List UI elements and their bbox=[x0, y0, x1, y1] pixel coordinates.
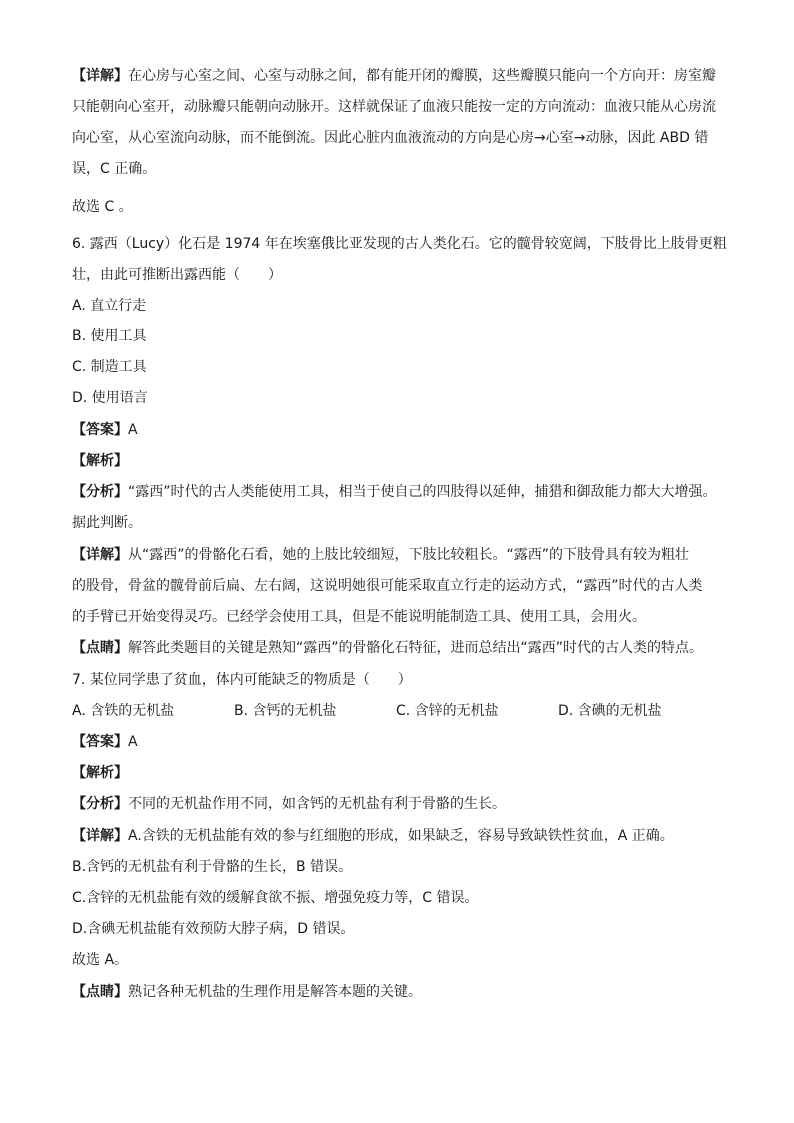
q5-detail-line-4: 误，C 正确。 bbox=[72, 161, 157, 177]
q6-stem-line-1: 6. 露西（Lucy）化石是 1974 年在埃塞俄比亚发现的古人类化石。它的髋骨较宽阔，下肢骨比上肢骨更粗 bbox=[72, 236, 727, 252]
q6-analysis-tag: 【解析】 bbox=[72, 453, 128, 469]
q5-detail-line-1: 【详解】在心房与心室之间、心室与动脉之间，都有能开闭的瓣膜，这些瓣膜只能向一个方向开：房室瓣 bbox=[72, 68, 716, 84]
q6-detail-line-1: 【详解】从“露西”的骨骼化石看，她的上肢比较细短，下肢比较粗长。“露西”的下肢骨具有较为粗壮 bbox=[72, 547, 690, 563]
q7-analysis-tag: 【解析】 bbox=[72, 765, 128, 781]
answer-tag: 【答案】 bbox=[72, 734, 128, 750]
q6-stem-line-2: 壮，由此可推断出露西能（ ） bbox=[72, 267, 282, 283]
q6-fenxi-line-1: 【分析】“露西”时代的古人类能使用工具，相当于使自己的四肢得以延伸，捕猎和御敌能力都大大增强。 bbox=[72, 484, 717, 500]
q7-detail-d: D.含碘无机盐能有效预防大脖子病，D 错误。 bbox=[72, 921, 355, 937]
q5-detail-line-2: 只能朝向心室开，动脉瓣只能朝向动脉开。这样就保证了血液只能按一定的方向流动：血液只能从心房流 bbox=[72, 99, 716, 115]
q6-detail-line-3: 的手臂已开始变得灵巧。已经学会使用工具，但是不能说明能制造工具、使用工具，会用火。 bbox=[72, 609, 646, 625]
q7-option-b: B. 含钙的无机盐 bbox=[234, 703, 337, 719]
fenxi-tag: 【分析】 bbox=[72, 484, 128, 500]
q6-option-b: B. 使用工具 bbox=[72, 328, 147, 344]
q7-stem: 7. 某位同学患了贫血，体内可能缺乏的物质是（ ） bbox=[72, 672, 412, 688]
q7-answer: 【答案】A bbox=[72, 734, 138, 750]
q7-option-d: D. 含碘的无机盐 bbox=[558, 703, 662, 719]
q6-fenxi-line-2: 据此判断。 bbox=[72, 515, 142, 531]
q7-dianjing: 【点睛】熟记各种无机盐的生理作用是解答本题的关键。 bbox=[72, 984, 422, 1000]
answer-tag: 【答案】 bbox=[72, 422, 128, 438]
dianjing-tag: 【点睛】 bbox=[72, 984, 128, 1000]
q6-option-c: C. 制造工具 bbox=[72, 359, 147, 375]
q7-option-a: A. 含铁的无机盐 bbox=[72, 703, 175, 719]
q6-option-d: D. 使用语言 bbox=[72, 390, 148, 406]
dianjing-tag: 【点睛】 bbox=[72, 640, 128, 656]
detail-tag: 【详解】 bbox=[72, 547, 128, 563]
q7-detail-a: 【详解】A.含铁的无机盐能有效的参与红细胞的形成，如果缺乏，容易导致缺铁性贫血，A 正确。 bbox=[72, 828, 674, 844]
q5-detail-line-3: 向心室，从心室流向动脉，而不能倒流。因此心脏内血液流动的方向是心房→心室→动脉，因此 ABD 错 bbox=[72, 130, 709, 146]
fenxi-tag: 【分析】 bbox=[72, 796, 128, 812]
q6-answer: 【答案】A bbox=[72, 422, 138, 438]
q7-detail-b: B.含钙的无机盐有利于骨骼的生长，B 错误。 bbox=[72, 859, 353, 875]
q6-dianjing: 【点睛】解答此类题目的关键是熟知“露西”的骨骼化石特征，进而总结出“露西”时代的古人类的特点。 bbox=[72, 640, 704, 656]
q5-choose: 故选 C 。 bbox=[72, 199, 133, 215]
q6-detail-line-2: 的股骨，骨盆的髋骨前后扁、左右阔，这说明她很可能采取直立行走的运动方式，“露西”时代的古人类 bbox=[72, 578, 703, 594]
q6-option-a: A. 直立行走 bbox=[72, 298, 147, 314]
q7-fenxi: 【分析】不同的无机盐作用不同，如含钙的无机盐有利于骨骼的生长。 bbox=[72, 796, 506, 812]
q7-detail-c: C.含锌的无机盐能有效的缓解食欲不振、增强免疫力等，C 错误。 bbox=[72, 890, 479, 906]
q7-choose: 故选 A。 bbox=[72, 952, 129, 968]
detail-tag: 【详解】 bbox=[72, 828, 128, 844]
q7-option-c: C. 含锌的无机盐 bbox=[396, 703, 499, 719]
detail-tag: 【详解】 bbox=[72, 68, 128, 84]
